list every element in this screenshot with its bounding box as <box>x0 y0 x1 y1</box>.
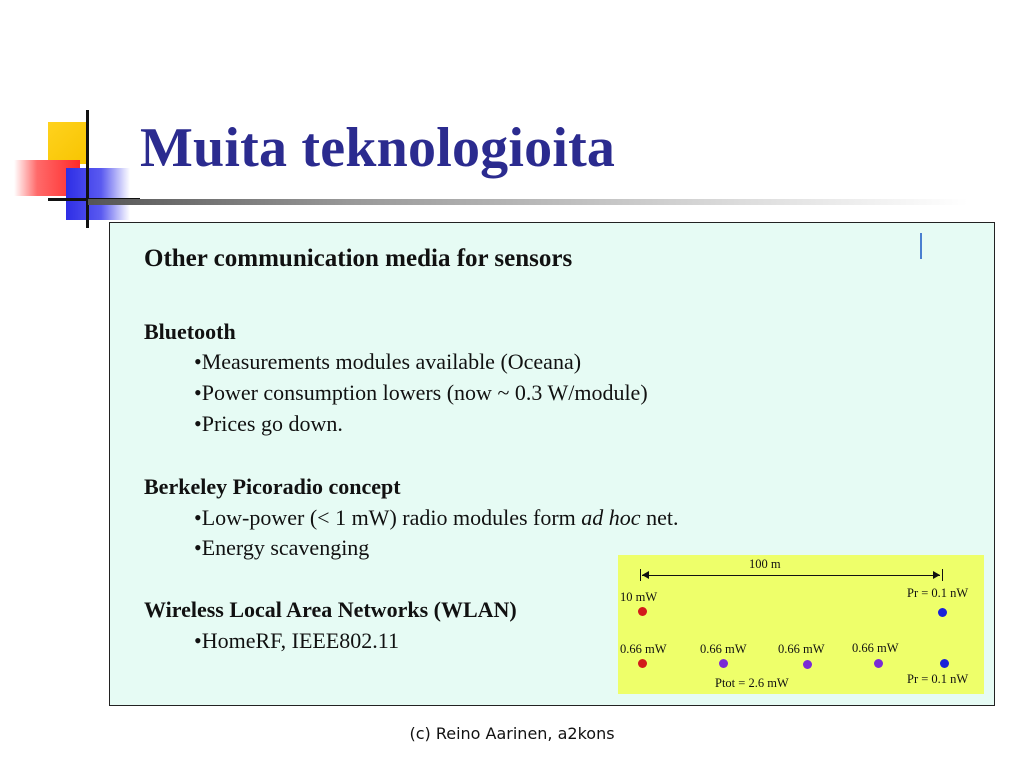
power-diagram <box>618 555 984 694</box>
section-title-picoradio: Berkeley Picoradio concept <box>144 474 401 499</box>
transmitter-dot-top <box>638 607 647 616</box>
bullet-picoradio-1-suffix: net. <box>640 505 679 530</box>
logo-yellow-square <box>48 122 88 164</box>
top-right-power-label: Pr = 0.1 nW <box>907 586 969 600</box>
content-box <box>109 222 995 706</box>
bullet-picoradio-1-text: •Low-power (< 1 mW) radio modules form <box>194 505 582 530</box>
relay-dot-3 <box>874 659 883 668</box>
distance-arrow-line <box>642 575 940 576</box>
receiver-dot-top <box>938 608 947 617</box>
text-cursor-mark <box>920 233 922 259</box>
relay-dot-1 <box>719 659 728 668</box>
bullet-picoradio-2: •Energy scavenging <box>194 535 370 560</box>
distance-label: 100 m <box>749 557 781 571</box>
bullet-bluetooth-3: •Prices go down. <box>194 411 343 436</box>
bullet-picoradio-1-emphasis: ad hoc <box>581 505 641 530</box>
arrow-left-icon <box>642 571 649 579</box>
arrow-right-icon <box>933 571 940 579</box>
total-power-label: Ptot = 2.6 mW <box>715 676 789 690</box>
bullet-bluetooth-1: •Measurements modules available (Oceana) <box>194 349 582 374</box>
slide-title: Muita teknologioita <box>140 117 616 179</box>
content-heading: Other communication media for sensors <box>144 245 573 272</box>
bottom-right-power-label: Pr = 0.1 nW <box>907 672 969 686</box>
logo-blue-square <box>66 168 130 220</box>
top-left-power-label: 10 mW <box>620 590 658 604</box>
distance-tick-left <box>640 569 641 581</box>
chain-power-label-3: 0.66 mW <box>778 642 825 656</box>
distance-tick-right <box>942 569 943 581</box>
bullet-bluetooth-2: •Power consumption lowers (now ~ 0.3 W/module) <box>194 380 648 405</box>
bullet-picoradio-1 <box>194 505 678 531</box>
relay-dot-2 <box>803 660 812 669</box>
title-underline <box>88 199 968 205</box>
chain-power-label-2: 0.66 mW <box>700 642 747 656</box>
chain-power-label-1: 0.66 mW <box>620 642 667 656</box>
receiver-dot-chain <box>940 659 949 668</box>
slide-footer: (c) Reino Aarinen, a2kons <box>409 724 615 743</box>
section-title-wlan: Wireless Local Area Networks (WLAN) <box>144 597 517 622</box>
chain-power-label-4: 0.66 mW <box>852 641 899 655</box>
transmitter-dot-chain <box>638 659 647 668</box>
bullet-wlan-1: •HomeRF, IEEE802.11 <box>194 628 399 653</box>
logo-vertical-line <box>86 110 89 228</box>
section-title-bluetooth: Bluetooth <box>144 319 236 344</box>
